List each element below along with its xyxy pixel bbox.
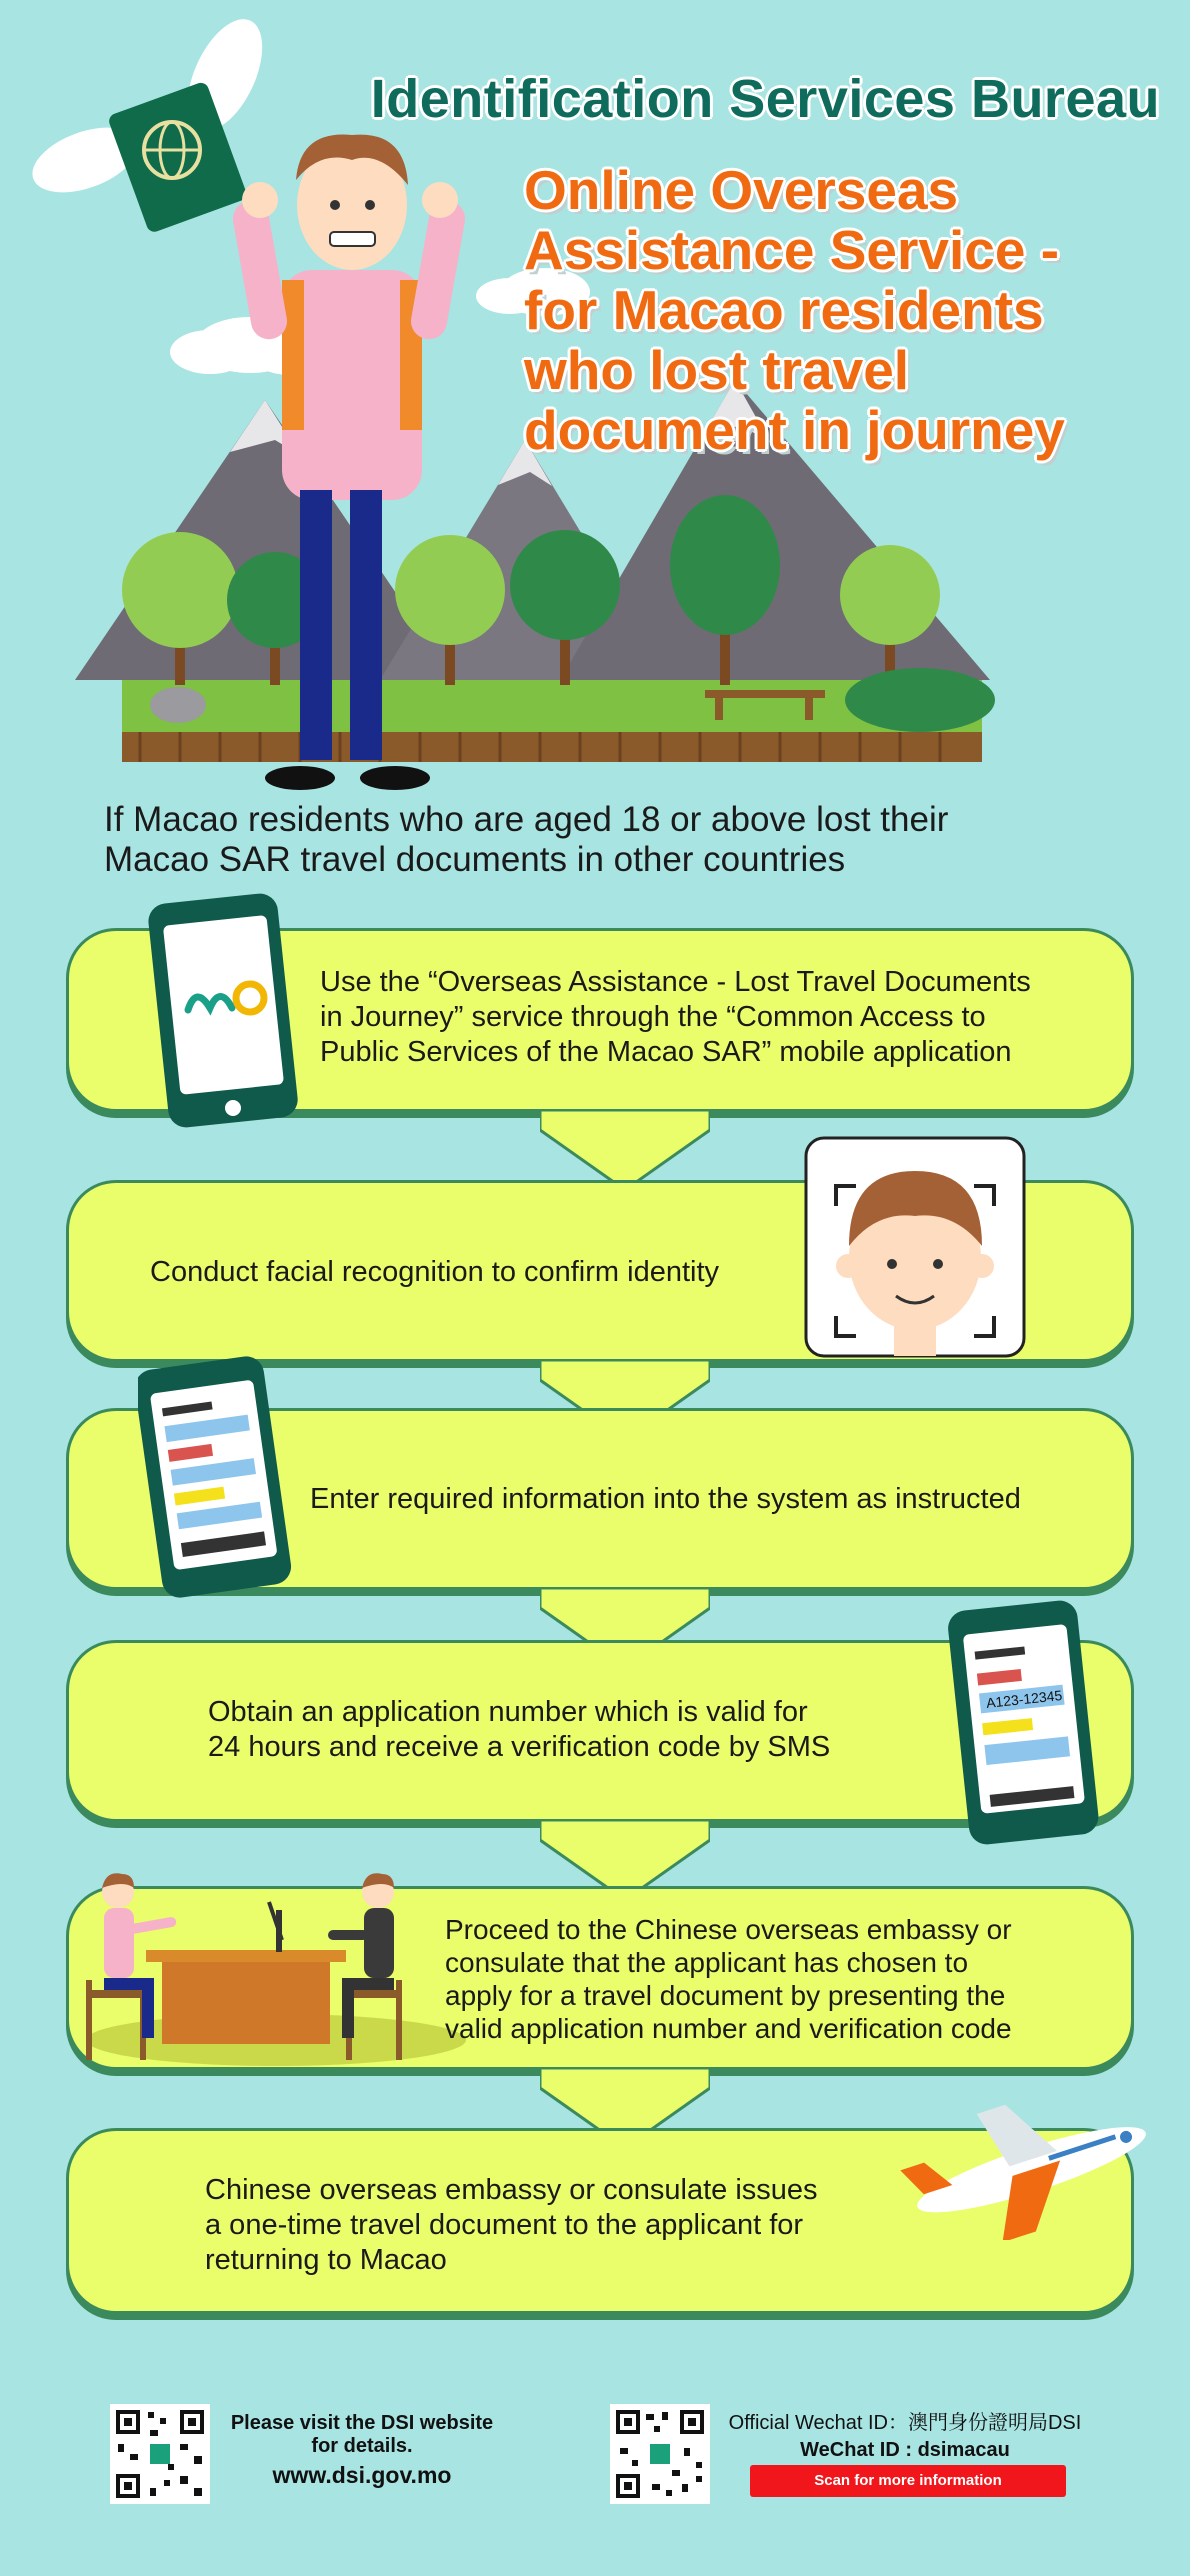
website-line: for details. xyxy=(311,2435,413,2457)
application-number-label: A123-12345 xyxy=(985,1687,1063,1711)
step-line: Enter required information into the system as instructed xyxy=(310,1483,1021,1515)
intro-line: If Macao residents who are aged 18 or above lost their xyxy=(104,800,949,839)
step-line: consulate that the applicant has chosen to xyxy=(445,1947,969,1978)
step-line: Chinese overseas embassy or consulate issues xyxy=(205,2174,818,2206)
intro-line: Macao SAR travel documents in other countries xyxy=(104,840,846,879)
headline-line: who lost travel xyxy=(524,339,910,401)
meeting-icon xyxy=(66,1830,466,2070)
scan-button-label: Scan for more information xyxy=(814,2472,1002,2489)
phone-form-icon xyxy=(138,1352,308,1612)
wechat-info xyxy=(715,2406,1095,2462)
face-icon xyxy=(804,1136,1026,1358)
step-line: Conduct facial recognition to confirm identity xyxy=(150,1256,720,1288)
wechat-id: WeChat ID : dsimacau xyxy=(800,2439,1010,2461)
step-line: Use the “Overseas Assistance - Lost Travel Documents xyxy=(320,966,1031,998)
step-line: Proceed to the Chinese overseas embassy or xyxy=(445,1914,1012,1945)
step-4-text xyxy=(208,1695,928,1765)
scan-button[interactable] xyxy=(750,2465,1066,2497)
step-line: 24 hours and receive a verification code by SMS xyxy=(208,1731,831,1763)
step-1-text xyxy=(320,965,1120,1070)
step-5-text xyxy=(445,1913,1125,2045)
wechat-official-id: Official Wechat ID：澳門身份證明局DSI xyxy=(728,2412,1082,2434)
step-line: in Journey” service through the “Common Access to xyxy=(320,1001,986,1033)
step-line: Obtain an application number which is valid for xyxy=(208,1696,808,1728)
service-headline xyxy=(524,160,1124,460)
website-info xyxy=(212,2412,512,2489)
headline-line: document in journey xyxy=(524,399,1065,461)
intro-text xyxy=(104,800,1084,880)
headline-line: for Macao residents xyxy=(524,279,1044,341)
qr-code-icon xyxy=(610,2404,710,2504)
step-line: valid application number and verification code xyxy=(445,2013,1012,2044)
step-2-text xyxy=(150,1255,830,1290)
website-line: Please visit the DSI website xyxy=(230,2412,494,2434)
qr-code-icon xyxy=(110,2404,210,2504)
bureau-title: Identification Services Bureau xyxy=(370,69,1160,129)
step-line: a one-time travel document to the applicant for xyxy=(205,2209,804,2241)
step-line: Public Services of the Macao SAR” mobile application xyxy=(320,1036,1012,1068)
step-line: apply for a travel document by presenting the xyxy=(445,1980,1006,2011)
headline-line: Assistance Service - xyxy=(524,219,1060,281)
app-logo-icon xyxy=(148,890,308,1140)
step-6-text xyxy=(205,2173,965,2278)
website-url[interactable]: www.dsi.gov.mo xyxy=(272,2462,452,2488)
step-3-text xyxy=(310,1482,1110,1517)
passport-icon xyxy=(24,8,278,234)
phone-sms-icon xyxy=(938,1595,1108,1855)
step-line: returning to Macao xyxy=(205,2244,447,2276)
headline-line: Online Overseas xyxy=(524,159,959,221)
